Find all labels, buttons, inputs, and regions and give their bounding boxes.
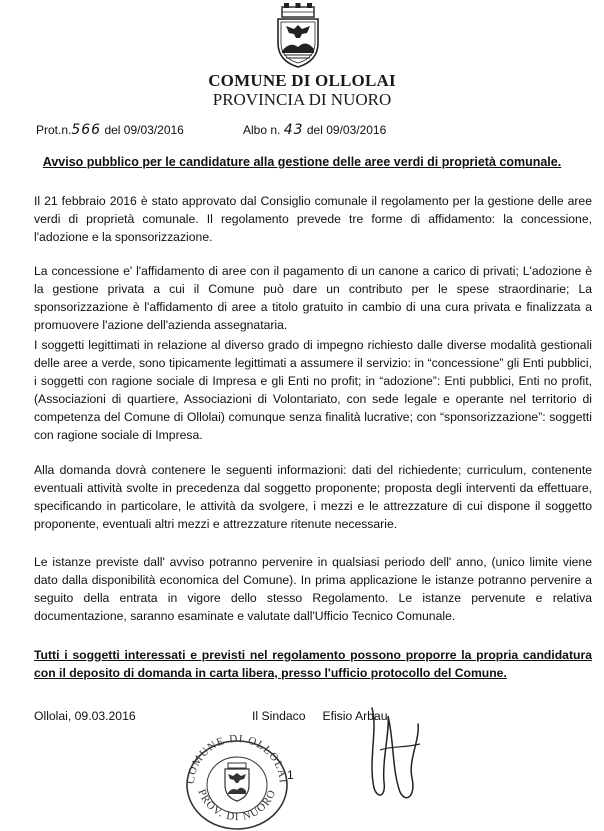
albo-date: del 09/03/2016	[306, 123, 387, 137]
protocol-number	[36, 122, 184, 138]
coat-of-arms-icon	[272, 3, 324, 69]
prot-number-handwritten: 566	[71, 122, 102, 138]
mayor-name: Il Sindaco Efisio Arbau	[252, 709, 388, 723]
paragraph-definitions: La concessione e' l'affidamento di aree con il pagamento di un canone a carico di privati; L'adozione è la gestione privata a cui il Comune può dare un contributo per le spese straordinarie; La sponsorizzazione è l'affidamento di aree a titolo gratuito in cambio di una cura privata e finalizzata a promuovere l'azione dell'azienda assegnataria.	[34, 264, 592, 332]
paragraph-how-to-apply: Tutti i soggetti interessati e previsti nel regolamento possono proporre la propria candidatura con il deposito di domanda in carta libera, presso l'ufficio protocollo del Comune.	[34, 648, 592, 680]
page-number: 1	[287, 768, 294, 782]
comune-name: COMUNE DI OLLOLAI	[208, 71, 396, 90]
paragraph-application-content: Alla domanda dovrà contenere le seguenti informazioni: dati del richiedente; curriculum, contenente eventuali attività svolte in precedenza dal soggetto proponente; proposta degli interventi da effettuare, specificando in particolare, le attività da svolgere, i mezzi e le attrezzature di cui dispone il soggetto proponente, eventuali altri mezzi e attrezzature ritenute necessarie.	[34, 463, 592, 531]
paragraph-eligible-subjects: I soggetti legittimati in relazione al diverso grado di impegno richiesto dalle diverse modalità gestionali delle aree a verde, sono tipicamente legittimati a assumere il servizio: in “concessione” gli Enti pubblici, i soggetti con ragione sociale di Impresa e gli Enti no profit; in “adozione”: Enti pubblici, Enti no profit, (Associazioni di quartiere, Associazioni di Volontariato, con sede legale e operante nel territorio di competenza del Comune di Ollolai) comunque senza finalità lucrative; con “sponsorizzazione”: soggetti con ragione sociale di Impresa.	[34, 338, 592, 442]
stamp-text-top: COMUNE DI OLLOLAI	[184, 732, 290, 785]
paragraph-submission-period: Le istanze previste dall' avviso potranno pervenire in qualsiasi periodo dell' anno, (unico limite viene dato dalla disponibilità economica del Comune). In prima applicazione le istanze potranno pervenire a seguito della entrata in vigore dello stesso Regolamento. Le istanze pervenute e relativa documentazione, saranno esaminate e valutate dall'Ufficio Tecnico Comunale.	[34, 555, 592, 623]
prot-label: Prot.n.	[36, 123, 72, 137]
place-date: Ollolai, 09.03.2016	[34, 709, 136, 723]
notice-title: Avviso pubblico per le candidature alla gestione delle aree verdi di proprietà comunale.	[42, 155, 562, 169]
albo-number	[243, 122, 386, 138]
municipal-stamp-icon	[176, 723, 298, 831]
provincia-name: PROVINCIA DI NUORO	[212, 90, 392, 109]
paragraph-approval: Il 21 febbraio 2016 è stato approvato dal Consiglio comunale il regolamento per la gestione delle aree verdi di proprietà comunale. Il regolamento prevede tre forme di affidamento: la concessione, l'adozione e la sponsorizzazione.	[34, 194, 592, 244]
albo-label: Albo n.	[243, 123, 281, 137]
stamp-text-bottom: PROV. DI NUORO	[195, 787, 279, 824]
albo-number-handwritten: 43	[283, 122, 304, 138]
prot-date: del 09/03/2016	[104, 123, 184, 137]
handwritten-signature-icon	[360, 700, 430, 810]
